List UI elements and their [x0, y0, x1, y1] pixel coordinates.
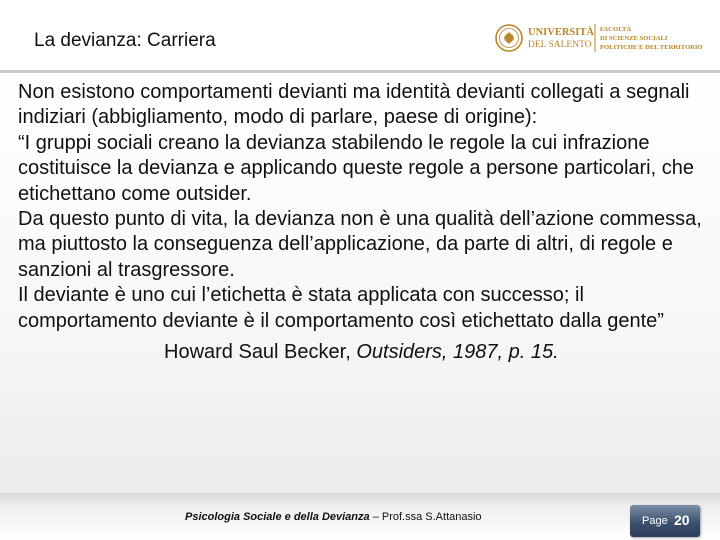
logo-faculty-line1: FACOLTÀ [600, 26, 632, 33]
university-seal-icon [496, 25, 522, 51]
university-logo [494, 18, 716, 58]
footer-course-name: Psicologia Sociale e della Devianza [185, 511, 370, 523]
footer-separator: – [369, 511, 382, 523]
logo-faculty-line2: DI SCIENZE SOCIALI [600, 35, 668, 42]
body-paragraph: Il deviante è uno cui l’etichetta è stata applicata con successo; il comportamento deviante è il comportamento così etichettato dalla gente” [18, 284, 664, 332]
slide-body [18, 80, 708, 365]
citation-author: Howard Saul Becker, [164, 341, 357, 364]
body-paragraph: “I gruppi sociali creano la devianza stabilendo le regole la cui infrazione costituisce la devianza e applicando queste regole a persone particolari, che etichettano come outsider. [18, 131, 694, 205]
logo-university-line1: UNIVERSITÀ [528, 27, 594, 38]
footer-teacher: Prof.ssa S.Attanasio [381, 511, 482, 523]
logo-university-line2: DEL SALENTO [528, 40, 592, 50]
body-paragraph: Da questo punto di vita, la devianza non è una qualità dell’azione commessa, ma piuttosto la conseguenza dell’applicazione, da parte di altri, di regole e sanzioni al trasgressore. [18, 208, 702, 281]
body-paragraph: Non esistono comportamenti devianti ma identità devianti collegati a segnali indiziari (abbigliamento, modo di parlare, paese di origine): [18, 81, 690, 129]
page-label: Page [642, 515, 668, 527]
logo-faculty-line3: POLITICHE E DEL TERRITORIO [600, 44, 703, 51]
slide-title: La devianza: Carriera [34, 30, 216, 51]
citation [164, 340, 708, 365]
page-number-badge [630, 505, 700, 537]
page-number: 20 [674, 512, 690, 528]
footer-course-info [185, 511, 482, 523]
citation-book: Outsiders, 1987, p. 15. [356, 341, 559, 364]
